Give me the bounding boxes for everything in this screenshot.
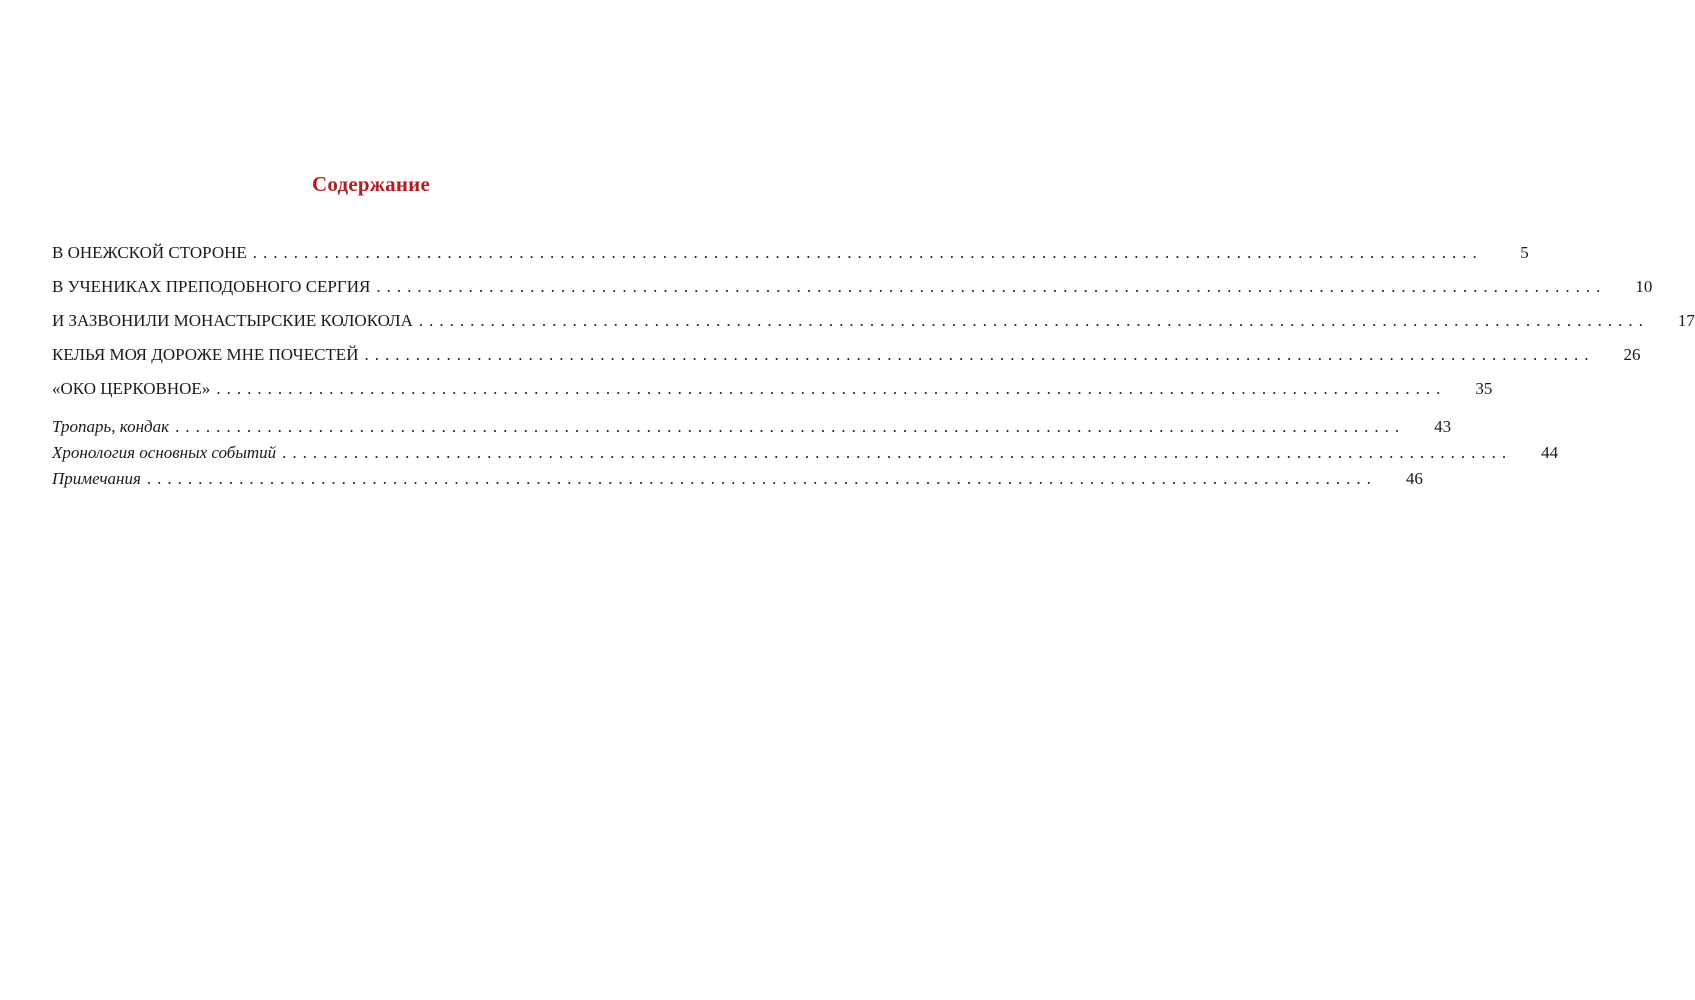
toc-entry-title: В ОНЕЖСКОЙ СТОРОНЕ — [52, 243, 247, 262]
toc-entry-page-number: 5 — [1520, 243, 1529, 262]
toc-entry-page-number: 17 — [1677, 311, 1695, 330]
toc-entry-page-number: 44 — [1541, 443, 1559, 462]
toc-entry-title: КЕЛЬЯ МОЯ ДОРОЖЕ МНЕ ПОЧЕСТЕЙ — [52, 345, 359, 364]
toc-entry-title: Тропарь, кондак — [52, 417, 170, 436]
toc-entry-title: «ОКО ЦЕРКОВНОЕ» — [52, 379, 211, 398]
dot-leader: ........................................................................................................................ — [364, 345, 1595, 364]
toc-entry-appendix-3[interactable] — [52, 469, 1423, 495]
toc-entry-chapter-2[interactable] — [52, 277, 1653, 311]
toc-entry-page-number: 35 — [1475, 379, 1493, 398]
dot-leader: ........................................................................................................................ — [252, 243, 1483, 262]
toc-entry-chapter-1[interactable] — [52, 243, 1529, 277]
dot-leader: ........................................................................................................................ — [216, 379, 1447, 398]
dot-leader: ........................................................................................................................ — [146, 469, 1377, 488]
toc-entry-title: Хронология основных событий — [52, 443, 277, 462]
toc-entry-page-number: 26 — [1623, 345, 1641, 364]
table-of-contents — [52, 243, 1695, 495]
dot-leader: ........................................................................................................................ — [418, 311, 1649, 330]
toc-entry-page-number: 43 — [1434, 417, 1452, 436]
toc-entry-title: Примечания — [52, 469, 141, 488]
toc-entry-title: И ЗАЗВОНИЛИ МОНАСТЫРСКИЕ КОЛОКОЛА — [52, 311, 413, 330]
toc-entry-appendix-1[interactable] — [52, 417, 1452, 443]
toc-entry-chapter-4[interactable] — [52, 345, 1641, 379]
toc-entry-chapter-5[interactable] — [52, 379, 1493, 413]
toc-entry-page-number: 10 — [1635, 277, 1653, 296]
dot-leader: ........................................................................................................................ — [282, 443, 1513, 462]
toc-entry-title: В УЧЕНИКАХ ПРЕПОДОБНОГО СЕРГИЯ — [52, 277, 371, 296]
toc-entry-chapter-3[interactable] — [52, 311, 1695, 345]
page-title: Содержание — [312, 172, 430, 196]
toc-entry-appendix-2[interactable] — [52, 443, 1559, 469]
dot-leader: ........................................................................................................................ — [376, 277, 1607, 296]
toc-entry-page-number: 46 — [1405, 469, 1423, 488]
dot-leader: ........................................................................................................................ — [175, 417, 1406, 436]
